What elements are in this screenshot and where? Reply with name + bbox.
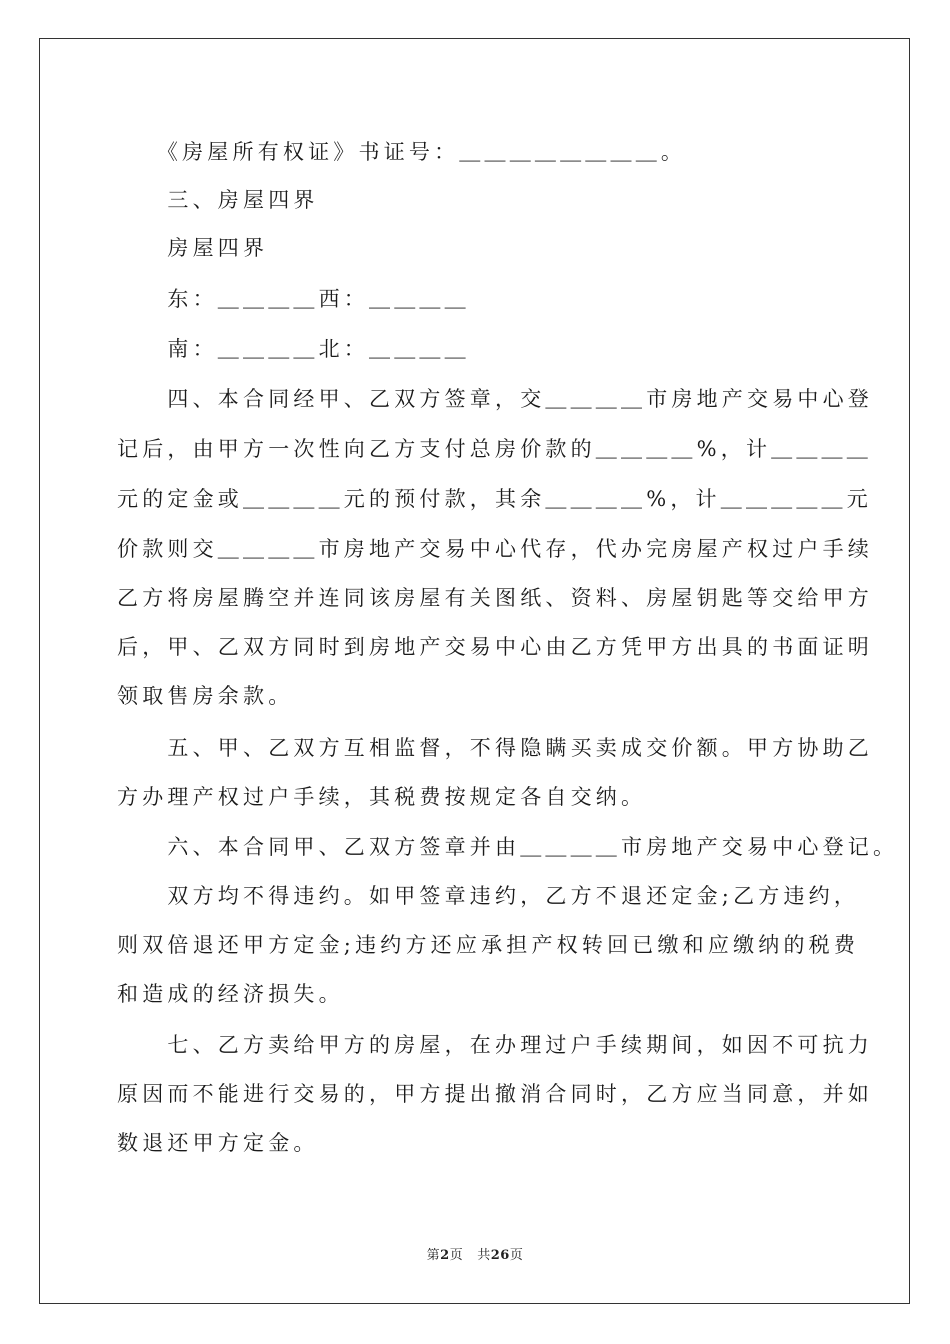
text-line: 元的定金或＿＿＿＿元的预付款，其余＿＿＿＿%，计＿＿＿＿＿元 <box>117 487 872 511</box>
total-suffix: 页 <box>509 1248 524 1263</box>
text-line: 四、本合同经甲、乙双方签章，交＿＿＿＿市房地产交易中心登 <box>117 387 873 411</box>
text-line: 五、甲、乙双方互相监督，不得隐瞒买卖成交价额。甲方协助乙 <box>117 736 873 760</box>
section-heading: 三、房屋四界 <box>117 188 319 212</box>
text-line: 双方均不得违约。如甲签章违约，乙方不退还定金;乙方违约， <box>117 884 860 908</box>
text-line: 七、乙方卖给甲方的房屋，在办理过户手续期间，如因不可抗力 <box>117 1033 873 1057</box>
page-prefix: 第 <box>426 1248 441 1263</box>
text-line: 《房屋所有权证》书证号：＿＿＿＿＿＿＿＿。 <box>117 140 687 164</box>
text-line: 方办理产权过户手续，其税费按规定各自交纳。 <box>117 785 647 809</box>
text-line: 领取售房余款。 <box>117 684 294 708</box>
text-line: 价款则交＿＿＿＿市房地产交易中心代存，代办完房屋产权过户手续 <box>117 537 873 561</box>
text-line: 和造成的经济损失。 <box>117 982 344 1006</box>
text-line: 房屋四界 <box>117 236 269 260</box>
text-line: 六、本合同甲、乙双方签章并由＿＿＿＿市房地产交易中心登记。 <box>117 835 899 859</box>
page-border <box>39 38 910 1304</box>
page-suffix: 页 <box>449 1248 464 1263</box>
text-line: 数退还甲方定金。 <box>117 1131 319 1155</box>
text-line: 原因而不能进行交易的，甲方提出撤消合同时，乙方应当同意，并如 <box>117 1082 873 1106</box>
page-footer <box>0 1248 950 1264</box>
text-line: 南：＿＿＿＿北：＿＿＿＿ <box>117 337 470 361</box>
total-pages: 26 <box>490 1248 510 1263</box>
text-line: 则双倍退还甲方定金;违约方还应承担产权转回已缴和应缴纳的税费 <box>117 933 860 957</box>
page-number: 2 <box>440 1248 450 1263</box>
text-line: 后，甲、乙双方同时到房地产交易中心由乙方凭甲方出具的书面证明 <box>117 635 873 659</box>
total-prefix: 共 <box>477 1248 491 1263</box>
text-line: 记后，由甲方一次性向乙方支付总房价款的＿＿＿＿%，计＿＿＿＿ <box>117 437 872 461</box>
text-line: 乙方将房屋腾空并连同该房屋有关图纸、资料、房屋钥匙等交给甲方 <box>117 586 873 610</box>
text-line: 东：＿＿＿＿西：＿＿＿＿ <box>117 287 470 311</box>
